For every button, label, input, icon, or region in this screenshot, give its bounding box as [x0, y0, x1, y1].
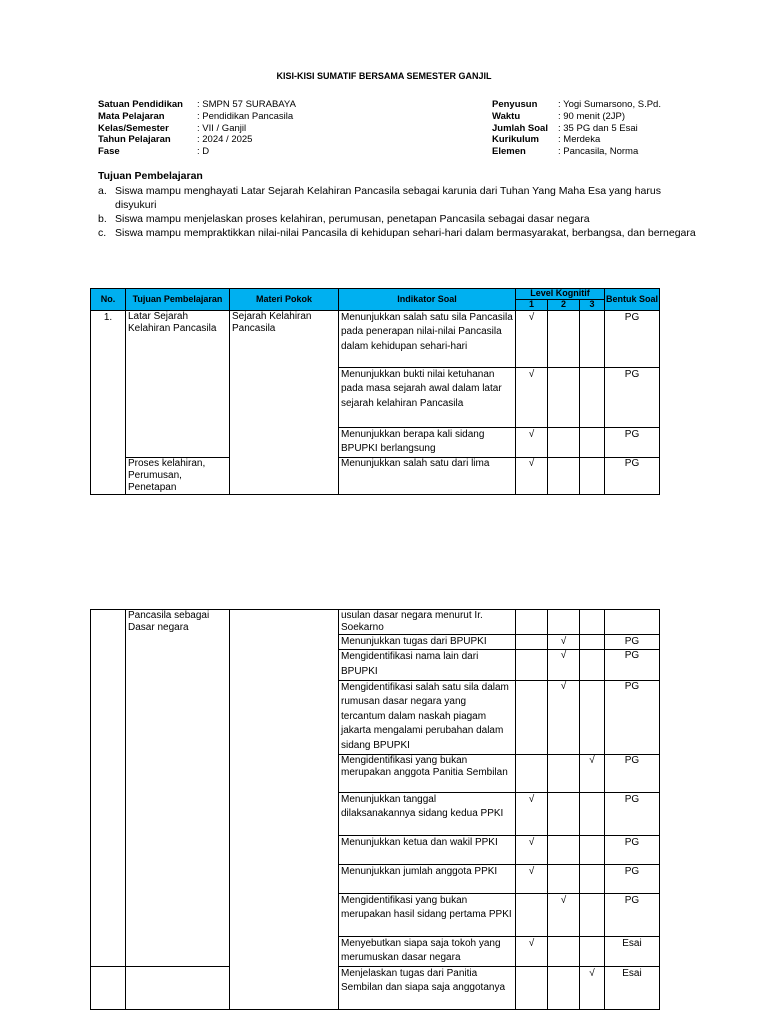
level-2-cell [548, 835, 580, 864]
bentuk-cell [605, 610, 660, 635]
list-text: Siswa mampu menghayati Latar Sejarah Kelahiran Pancasila sebagai karunia dari Tuhan Yang Maha Esa yang harus disyukuri [115, 185, 661, 211]
level-1-cell [516, 893, 548, 936]
bentuk-cell: Esai [605, 966, 660, 1009]
level-2-cell [548, 427, 580, 457]
materi-cell [230, 610, 339, 1010]
list-item [98, 212, 696, 226]
header-level: Level Kognitif [516, 289, 605, 300]
header-level-2: 2 [548, 300, 580, 311]
indikator-cell: Mengidentifikasi nama lain dari BPUPKI [339, 650, 516, 680]
level-2-cell [548, 792, 580, 835]
tujuan-pembelajaran-section [98, 170, 696, 240]
bentuk-cell: PG [605, 427, 660, 457]
level-1-cell [516, 635, 548, 650]
info-value: : VII / Ganjil [197, 122, 247, 134]
list-letter: b. [98, 213, 107, 225]
level-2-cell [548, 936, 580, 966]
level-3-cell [580, 835, 605, 864]
info-row [98, 99, 296, 111]
bentuk-cell: PG [605, 893, 660, 936]
list-item [98, 226, 696, 240]
document-title: KISI-KISI SUMATIF BERSAMA SEMESTER GANJIL [276, 71, 492, 81]
info-row [98, 123, 296, 135]
level-3-cell: √ [580, 966, 605, 1009]
info-label: Jumlah Soal [492, 122, 548, 134]
info-value: : Pancasila, Norma [558, 146, 639, 158]
kisi-kisi-table-page-1 [90, 288, 660, 495]
list-text: Siswa mampu mempraktikkan nilai-nilai Pancasila di kehidupan sehari-hari dalam bermasyarakat, berbangsa, dan bernegara [115, 227, 696, 239]
level-3-cell [580, 310, 605, 367]
info-value: : Yogi Sumarsono, S.Pd. [558, 99, 661, 110]
info-label: Satuan Pendidikan [98, 99, 183, 110]
list-letter: c. [98, 227, 107, 239]
info-label: Tahun Pelajaran [98, 134, 171, 146]
section-heading: Tujuan Pembelajaran [98, 170, 203, 182]
level-1-cell [516, 610, 548, 635]
info-value: : Pendidikan Pancasila [197, 110, 294, 122]
bentuk-cell: PG [605, 367, 660, 427]
info-row [98, 134, 296, 146]
info-row [98, 111, 296, 123]
level-2-cell: √ [548, 635, 580, 650]
kisi-kisi-table-page-2 [90, 609, 660, 1010]
level-1-cell: √ [516, 457, 548, 495]
bentuk-cell: PG [605, 792, 660, 835]
level-3-cell [580, 650, 605, 680]
tujuan-cell [126, 966, 230, 1009]
bentuk-cell: PG [605, 680, 660, 754]
bentuk-cell: PG [605, 457, 660, 495]
indikator-cell: Mengidentifikasi salah satu sila dalam rumusan dasar negara yang tercantum dalam naskah piagam jakarta mengalami perubahan dalam sidang BPUPKI [339, 680, 516, 754]
level-1-cell [516, 650, 548, 680]
level-2-cell [548, 966, 580, 1009]
bentuk-cell: PG [605, 310, 660, 367]
indikator-cell: Menunjukkan ketua dan wakil PPKI [339, 835, 516, 864]
info-label: Kelas/Semester [98, 122, 169, 134]
level-2-cell [548, 610, 580, 635]
level-1-cell: √ [516, 936, 548, 966]
info-row [492, 134, 661, 146]
header-level-3: 3 [580, 300, 605, 311]
info-right [492, 99, 661, 158]
header-no: No. [91, 289, 126, 311]
info-row [98, 146, 296, 158]
level-3-cell: √ [580, 754, 605, 792]
level-1-cell: √ [516, 835, 548, 864]
info-label: Kurikulum [492, 134, 539, 146]
indikator-cell: Mengidentifikasi yang bukan merupakan hasil sidang pertama PPKI [339, 893, 516, 936]
level-3-cell [580, 680, 605, 754]
level-1-cell: √ [516, 367, 548, 427]
level-2-cell: √ [548, 893, 580, 936]
info-label: Mata Pelajaran [98, 110, 165, 122]
bentuk-cell: PG [605, 864, 660, 893]
header-materi: Materi Pokok [230, 289, 339, 311]
tujuan-cell: Proses kelahiran, Perumusan, Penetapan [126, 457, 230, 495]
info-label: Elemen [492, 146, 526, 158]
info-value: : 90 menit (2JP) [558, 110, 626, 122]
bentuk-cell: Esai [605, 936, 660, 966]
level-2-cell: √ [548, 650, 580, 680]
row-number [91, 610, 126, 967]
level-2-cell [548, 754, 580, 792]
indikator-cell: Menunjukkan tugas dari BPUPKI [339, 635, 516, 650]
level-3-cell [580, 635, 605, 650]
header-indikator: Indikator Soal [339, 289, 516, 311]
info-value: : D [197, 146, 210, 158]
bentuk-cell: PG [605, 754, 660, 792]
info-value: : 35 PG dan 5 Esai [558, 122, 638, 134]
indikator-cell: Menunjukkan berapa kali sidang BPUPKI berlangsung [339, 427, 516, 457]
level-1-cell: √ [516, 427, 548, 457]
bentuk-cell: PG [605, 835, 660, 864]
bentuk-cell: PG [605, 650, 660, 680]
info-left [98, 99, 296, 158]
level-2-cell: √ [548, 680, 580, 754]
level-1-cell [516, 680, 548, 754]
level-3-cell [580, 893, 605, 936]
info-row [492, 123, 661, 135]
indikator-cell: Menyebutkan siapa saja tokoh yang merumuskan dasar negara [339, 936, 516, 966]
info-value: : SMPN 57 SURABAYA [197, 99, 296, 110]
list-letter: a. [98, 185, 107, 197]
level-2-cell [548, 310, 580, 367]
level-3-cell [580, 457, 605, 495]
level-1-cell [516, 966, 548, 1009]
bentuk-cell: PG [605, 635, 660, 650]
info-value: : 2024 / 2025 [197, 134, 253, 146]
header-level-1: 1 [516, 300, 548, 311]
tujuan-cell: Pancasila sebagai Dasar negara [126, 610, 230, 967]
header-tujuan: Tujuan Pembelajaran [126, 289, 230, 311]
level-2-cell [548, 367, 580, 427]
indikator-cell: Menunjukkan tanggal dilaksanakannya sidang kedua PPKI [339, 792, 516, 835]
info-row [492, 111, 661, 123]
tujuan-cell: Latar Sejarah Kelahiran Pancasila [126, 310, 230, 457]
level-3-cell [580, 610, 605, 635]
level-3-cell [580, 864, 605, 893]
level-1-cell: √ [516, 792, 548, 835]
level-1-cell [516, 754, 548, 792]
header-bentuk: Bentuk Soal [605, 289, 660, 311]
info-label: Fase [98, 146, 120, 158]
table-row [91, 457, 660, 495]
info-label: Penyusun [492, 99, 538, 110]
table-row [91, 966, 660, 1009]
info-row [492, 99, 661, 111]
list-text: Siswa mampu menjelaskan proses kelahiran, perumusan, penetapan Pancasila sebagai dasar negara [115, 213, 590, 225]
level-3-cell [580, 367, 605, 427]
level-2-cell [548, 457, 580, 495]
table-row [91, 610, 660, 635]
level-2-cell [548, 864, 580, 893]
indikator-cell: usulan dasar negara menurut Ir. Soekarno [339, 610, 516, 635]
indikator-cell: Menjelaskan tugas dari Panitia Sembilan dan siapa saja anggotanya [339, 966, 516, 1009]
level-3-cell [580, 427, 605, 457]
table-row [91, 310, 660, 367]
indikator-cell: Menunjukkan jumlah anggota PPKI [339, 864, 516, 893]
row-number: 1. [91, 310, 126, 495]
indikator-cell: Menunjukkan salah satu sila Pancasila pada penerapan nilai-nilai Pancasila dalam kehidupan sehari-hari [339, 310, 516, 367]
info-row [492, 146, 661, 158]
materi-cell: Sejarah Kelahiran Pancasila [230, 310, 339, 495]
indikator-cell: Menunjukkan salah satu dari lima [339, 457, 516, 495]
row-number [91, 966, 126, 1009]
indikator-cell: Mengidentifikasi yang bukan merupakan anggota Panitia Sembilan [339, 754, 516, 792]
list-item [98, 184, 696, 212]
level-1-cell: √ [516, 310, 548, 367]
info-value: : Merdeka [558, 134, 601, 146]
indikator-cell: Menunjukkan bukti nilai ketuhanan pada masa sejarah awal dalam latar sejarah kelahiran Pancasila [339, 367, 516, 427]
info-label: Waktu [492, 110, 521, 122]
level-3-cell [580, 792, 605, 835]
level-3-cell [580, 936, 605, 966]
level-1-cell: √ [516, 864, 548, 893]
